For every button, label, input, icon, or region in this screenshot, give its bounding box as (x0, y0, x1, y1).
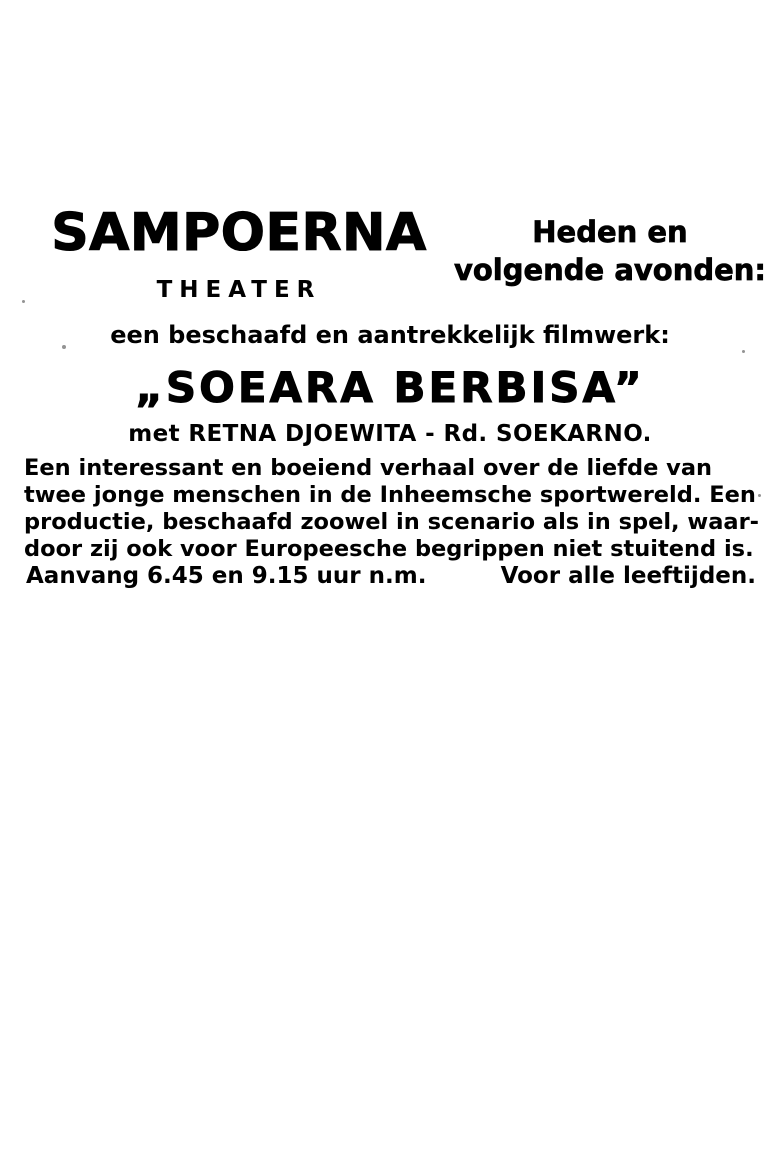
showtimes: Aanvang 6.45 en 9.15 uur n.m. (26, 563, 427, 589)
paper-speckle (62, 345, 66, 349)
film-title: „SOEARA BERBISA” (135, 363, 645, 412)
description-line: twee jonge menschen in de Inheemsche sportwereld. Een (24, 482, 756, 508)
theater-name: SAMPOERNA (51, 203, 427, 263)
advertisement-tagline: een beschaafd en aantrekkelijk filmwerk: (110, 321, 670, 349)
advertisement-footer (24, 562, 760, 590)
advertisement-header (0, 205, 780, 315)
description-line: productie, beschaafd zoowel in scenario als in spel, waar- (24, 509, 760, 535)
schedule-headline-line1: Heden en (532, 215, 688, 249)
paper-speckle (22, 300, 25, 303)
film-description (24, 455, 760, 563)
theater-type-label: THEATER (156, 277, 322, 303)
paper-speckle (758, 494, 761, 497)
description-line: Een interessant en boeiend verhaal over de liefde van (24, 455, 713, 481)
schedule-headline-line2: volgende avonden: (453, 253, 767, 287)
age-rating: Voor alle leeftijden. (500, 563, 756, 589)
paper-speckle (742, 350, 745, 353)
description-line: door zij ook voor Europeesche begrippen niet stuitend is. (24, 536, 754, 562)
film-cast: met RETNA DJOEWITA - Rd. SOEKARNO. (128, 421, 652, 447)
